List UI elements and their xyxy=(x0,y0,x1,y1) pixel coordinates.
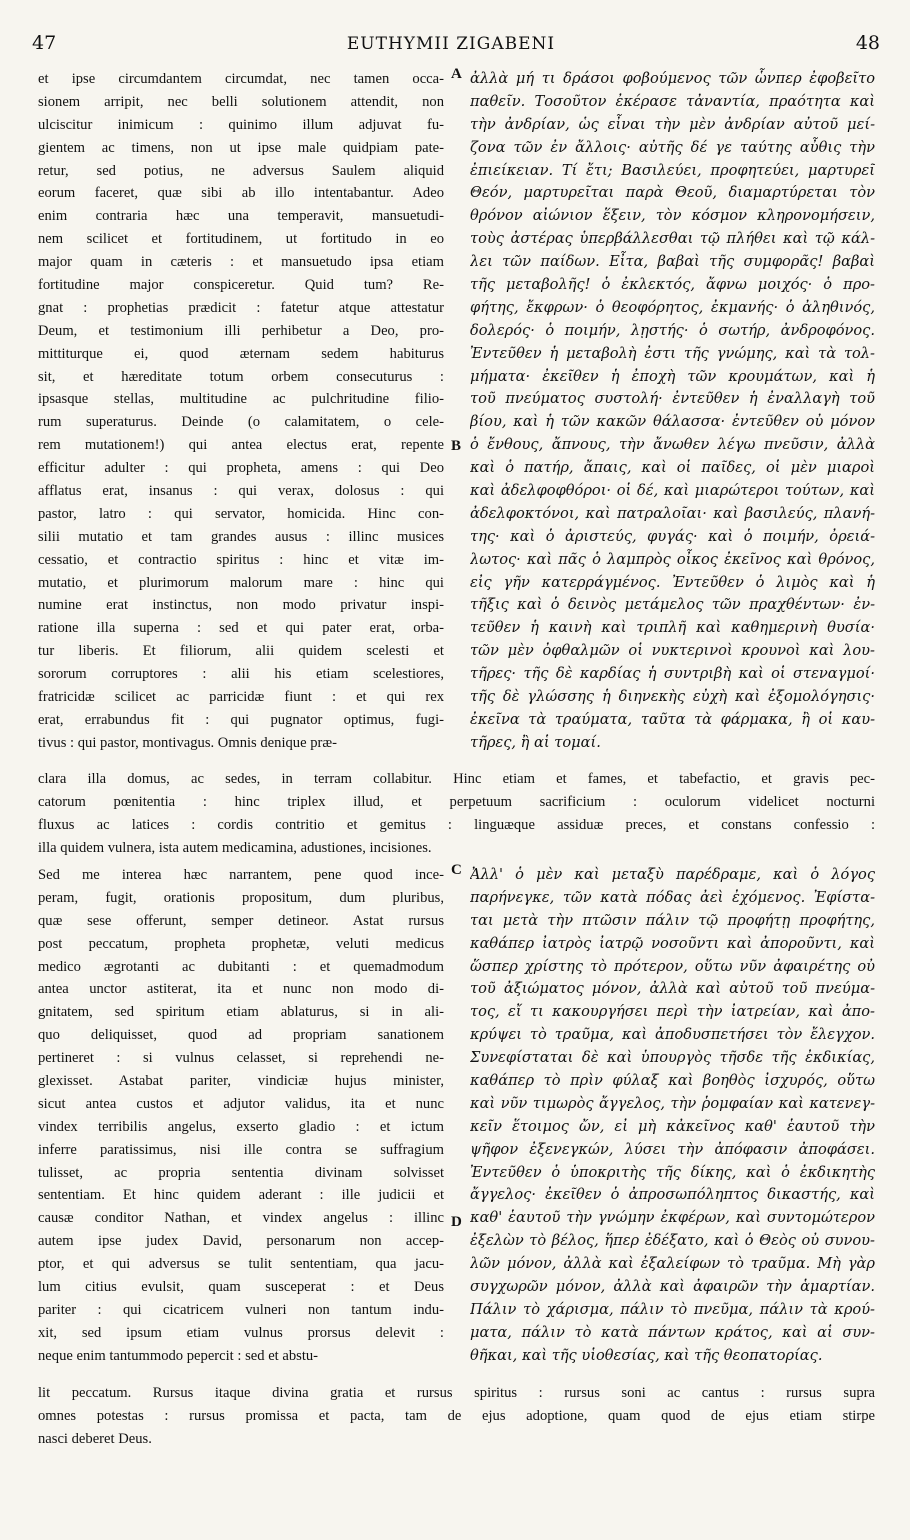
latin-lower-line: gnitatem, sed spiritum etiam ablaturus, si in ali- xyxy=(38,1004,444,1021)
greek-upper-line: ἐπιείκειαν. Τί ἔτι; Βασιλεύει, προφητεύει, μαρτυρεῖ xyxy=(470,161,875,179)
latin-upper-line: ratione illa superna : sed et qui pater erat, orba- xyxy=(38,620,444,637)
latin-upper-line: fortitudine major conspiceretur. Quid tum? Re- xyxy=(38,277,444,294)
latin-lower-line: medico ægrotanti ac dubitanti : et quemadmodum xyxy=(38,958,444,975)
latin-upper-line: tivus : qui pastor, montivagus. Omnis denique præ- xyxy=(38,734,337,751)
greek-upper-line: εἰς γῆν κατερράγμένος. Ἐντεῦθεν ὁ λιμὸς καὶ ἡ xyxy=(470,573,875,591)
greek-lower-line: κεῖν ἕτοιμος ὤν, εἰ μὴ κἀκεῖνος καθ' ἑαυτοῦ τὴν xyxy=(470,1117,875,1135)
latin-lower-line: quæ sese offerunt, semper detineor. Astat rursus xyxy=(38,912,444,929)
greek-upper-line: μήματα· ἐκεῖθεν ἡ ἐποχὴ τῶν κρουμάτων, καὶ ἡ xyxy=(470,367,875,385)
latin-upper-line: fratricidæ scilicet ac parricidæ fiunt : et qui rex xyxy=(38,689,444,706)
latin-lower-line: sententiam. Et hinc quidem aderant : ille judicii et xyxy=(38,1187,444,1204)
greek-column-lower xyxy=(470,864,875,1368)
greek-lower-line: καὶ νῦν τιμωρὸς ἄγγελος, τὴν ῥομφαίαν καὶ κατενεγ- xyxy=(470,1094,875,1112)
greek-upper-line: Ἐντεῦθεν ἡ μεταβολὴ ἐστι τῆς γνώμης, καὶ τὰ τολ- xyxy=(470,344,875,362)
latin-upper-line: tur liberis. Et filiorum, alii quidem scelesti et xyxy=(38,643,444,660)
greek-lower-line: καθάπερ τὸ πρὶν φύλαξ καὶ βοηθὸς ἰσχυρός, οὕτω xyxy=(470,1072,875,1090)
greek-upper-line: βίου, καὶ ἡ τῶν κακῶν θάλασσα· ἐντεῦθεν οὐ μόνον xyxy=(470,413,875,431)
latin-column-upper xyxy=(38,68,444,755)
latin-upper-line: sionem arripit, nec belli solutionem attendit, non xyxy=(38,93,444,110)
latin-lower-line: xit, sed ipsum etiam vulnus prorsus delevit : xyxy=(38,1324,444,1341)
latin-upper-line: mittiturque ei, quod æternam sedem habiturus xyxy=(38,345,444,362)
latin-column-lower xyxy=(38,864,444,1368)
latin-upper-line: mutatio, et plurimorum malorum mare : hinc qui xyxy=(38,574,444,591)
latin-full-1-line: fluxus ac latices : cordis contritio et gemitus : linguæque assiduæ preces, et constans confessio : xyxy=(38,816,875,833)
latin-lower-line: tulisset, ac propria sententia divinam solvisset xyxy=(38,1164,444,1181)
latin-upper-line: efficitur adulter : qui propheta, amens : qui Deo xyxy=(38,460,444,477)
greek-lower-line: ται μετὰ τὴν πτῶσιν πάλιν τῷ προφήτῃ προφήτης, xyxy=(470,911,875,929)
greek-lower-line: ψῆφον ἐξενεγκών, λύσει τὴν ἀπόφασιν ἀποφάσει. xyxy=(470,1140,875,1158)
greek-column-upper xyxy=(470,68,875,755)
latin-lower-line: autem ipse judex David, personarum non accep- xyxy=(38,1233,444,1250)
greek-lower-line: συγχωρῶν μόνον, ἀλλὰ καὶ ἀφαιρῶν τὴν ἁμαρτίαν. xyxy=(470,1278,875,1296)
latin-upper-line: gnat : prophetias prædicit : fatetur atque attestatur xyxy=(38,299,444,316)
greek-upper-line: τοὺς ἀστέρας ὑπερβάλλεσθαι τῷ πλήθει καὶ τῷ κάλ- xyxy=(470,230,875,248)
greek-lower-line: ματα, πάλιν τὸ κατὰ πάντων κράτος, καὶ αἱ συν- xyxy=(470,1323,875,1341)
greek-upper-line: τῆρες· τῆς δὲ καρδίας ἡ συντριβὴ καὶ οἱ στεναγμοί· xyxy=(470,665,875,683)
latin-upper-line: rum superaturus. Deinde (o calamitatem, o cele- xyxy=(38,414,444,431)
greek-upper-line: ζονα τῶν ἐν ἄλλοις· αὐτῆς δέ γε ταύτης αὖθις τὴν xyxy=(470,138,875,156)
greek-upper-line: ἀδελφοκτόνοι, καὶ πατραλοῖαι· καὶ βασιλεύς, πλανή- xyxy=(470,504,875,522)
latin-upper-line: Deum, et testimonium illi perhibetur a Deo, pro- xyxy=(38,322,444,339)
latin-lower-line: ptor, et qui adversus se tulit sententiam, qua jacu- xyxy=(38,1256,444,1273)
latin-full-1-line: clara illa domus, ac sedes, in terram collabitur. Hinc etiam et fames, et tabefactio, et gravis pec- xyxy=(38,771,875,787)
greek-upper-line: Θεόν, μαρτυρεῖται παρὰ Θεοῦ, διαμαρτύρεται τὸν xyxy=(470,184,875,202)
latin-full-1-line: catorum pœnitentia : hinc triplex illud, et perpetuum sacrificium : oculorum videlicet nocturni xyxy=(38,793,875,810)
latin-full-2-line: omnes potestas : rursus promissa et pacta, tam de ejus adoptione, quam quod de ejus etiam stirpe xyxy=(38,1407,875,1424)
greek-lower-line: ὥσπερ χρίστης τὸ πρότερον, οὕτω νῦν ἀφαιρέτης οὐ xyxy=(470,957,875,975)
section-marker-b: B xyxy=(451,438,462,454)
greek-lower-line: κρύψει τὸ τραῦμα, καὶ ἀποδυσπετήσει τὸν ἔλεγχον. xyxy=(470,1026,875,1044)
latin-upper-line: numine erat instinctus, non modo privatur inspi- xyxy=(38,597,444,614)
right-page-number: 48 xyxy=(855,32,880,54)
latin-upper-line: sororum corruptores : alii his etiam scelestiores, xyxy=(38,666,444,683)
latin-upper-line: pastor, latro : qui servator, homicida. Hinc con- xyxy=(38,505,444,522)
greek-upper-line: καὶ ἀδελφοφθόροι· οἱ δέ, καὶ μιαρώτεροι τούτων, καὶ xyxy=(470,482,875,500)
greek-upper-line: τῆς μεταβολῆς! ὁ ἐκλεκτός, ἄφνω μοιχός· ὁ προ- xyxy=(470,276,875,294)
greek-lower-line: θῆκαι, καὶ τῆς υἱοθεσίας, καὶ τῆς θεοπατορίας. xyxy=(470,1346,823,1364)
latin-full-2-line: lit peccatum. Rursus itaque divina gratia et rursus spiritus : rursus soni ac cantus : rursus supra xyxy=(38,1385,875,1401)
greek-upper-line: τεῦθεν ἡ καινὴ καὶ τριπλῆ καὶ καθημερινὴ θυσία· xyxy=(470,619,875,637)
latin-upper-line: ulciscitur inimicum : quinimo illum adjuvat fu- xyxy=(38,116,444,133)
latin-full-width-paragraph-1 xyxy=(38,768,875,860)
latin-full-1-line: illa quidem vulnera, ista autem medicamina, adustiones, incisiones. xyxy=(38,839,432,856)
latin-lower-line: neque enim tantummodo pepercit : sed et abstu- xyxy=(38,1347,319,1364)
greek-upper-line: τὴν ἀνδρίαν, ὡς εἶναι τὴν μὲν ἀνδρίαν αὐτοῦ μεί- xyxy=(470,115,875,133)
section-marker-d: D xyxy=(451,1214,462,1230)
latin-lower-line: Sed me interea hæc narrantem, pene quod ince- xyxy=(38,867,444,883)
running-head xyxy=(22,28,880,58)
greek-upper-line: ἐκεῖνα τὰ τραύματα, ταῦτα τὰ φάρμακα, ἢ οἱ καυ- xyxy=(470,710,875,728)
latin-lower-line: glexisset. Astabat pariter, vindiciæ hujus minister, xyxy=(38,1073,444,1090)
latin-lower-line: vindex terribilis angelus, exserto gladio : et ictum xyxy=(38,1118,444,1135)
latin-upper-line: silii mutatio et tam grandes ausus : illinc musices xyxy=(38,528,444,545)
greek-upper-line: τῆς δὲ γλώσσης ἡ διηνεκὴς εὐχὴ καὶ ἐξομολόγησις· xyxy=(470,688,875,706)
latin-upper-line: enim contraria hæc una temperavit, mansuetudi- xyxy=(38,208,444,225)
latin-upper-line: ipsasque stellas, multitudine ac pulchritudine filio- xyxy=(38,391,444,408)
latin-upper-line: sit, et hæreditate totum orbem consecuturus : xyxy=(38,368,444,385)
greek-upper-line: ὁ ἔνθους, ἄπνους, τὴν ἄνωθεν λέγω πνεῦσιν, ἀλλὰ xyxy=(470,436,875,454)
greek-lower-line: ἄγγελος· ἐκεῖθεν ὁ ἀπροσωπόληπτος δικαστής, καὶ xyxy=(470,1186,875,1204)
greek-upper-line: της· καὶ ὁ ἀριστεύς, φυγάς· καὶ ὁ ποιμήν, ὀρειά- xyxy=(470,527,875,545)
left-page-number: 47 xyxy=(32,32,57,54)
latin-upper-line: nem scilicet et fortitudinem, ut fortitudo in eo xyxy=(38,231,444,248)
greek-upper-line: τοῦ πνεύματος συστολή· ἐντεῦθεν ἡ ἐναλλαγὴ τοῦ xyxy=(470,390,875,408)
greek-upper-line: λωτος· καὶ πᾶς ὁ λαμπρὸς οἶκος ἐκεῖνος καὶ θρόνος, xyxy=(470,550,875,568)
greek-lower-line: καθάπερ ἰατρὸς ἰατρῷ νοσοῦντι καὶ ἀποροῦντι, καὶ xyxy=(470,934,875,952)
section-marker-a: A xyxy=(451,66,462,82)
greek-lower-line: τοῦ ἀξιώματος μόνον, ἀλλὰ καὶ αὐτοῦ τοῦ πνεύμα- xyxy=(470,980,875,998)
greek-upper-line: λει τῶν παίδων. Εἶτα, βαβαὶ τῆς συμφορᾶς! βαβαὶ xyxy=(470,253,875,271)
latin-lower-line: lum citius evulsit, quam susceperat : et Deus xyxy=(38,1279,444,1296)
greek-lower-line: παρήνεγκε, τῶν κατὰ πόδας ἀεὶ ἐχόμενος. Ἐφίστα- xyxy=(470,888,875,906)
latin-upper-line: rem mutationem!) qui antea electus erat, repente xyxy=(38,437,444,454)
page-title: EUTHYMII ZIGABENI xyxy=(346,34,556,54)
latin-upper-line: major quam in cæteris : et mansuetudo ipsa etiam xyxy=(38,254,444,271)
greek-lower-line: καθ' ἑαυτοῦ τὴν γνώμην ἐκφέρων, καὶ συντομώτερον xyxy=(470,1209,875,1227)
latin-lower-line: inferre paratissimus, nisi ille contra se suffragium xyxy=(38,1141,444,1158)
greek-upper-line: ἀλλὰ μή τι δράσοι φοβούμενος τῶν ὧνπερ ἐφοβεῖτο xyxy=(470,70,875,87)
latin-upper-line: eorum faceret, quæ sibi ab illo intentabantur. Adeo xyxy=(38,185,444,202)
greek-lower-line: λῶν μόνον, ἀλλὰ καὶ ἐξαλείφων τὸ τραῦμα. Μὴ γὰρ xyxy=(470,1255,875,1273)
latin-full-width-paragraph-2 xyxy=(38,1382,875,1451)
latin-lower-line: peram, fugit, orationis propositum, dum pluribus, xyxy=(38,889,444,906)
latin-lower-line: sicut antea custos et adjutor validus, ita et nunc xyxy=(38,1095,444,1112)
latin-lower-line: pertineret : si vulnus celasset, si reprehendi ne- xyxy=(38,1050,444,1067)
greek-upper-line: παθεῖν. Τοσοῦτον ἐκέρασε τἀναντία, πραότητα καὶ xyxy=(470,92,875,110)
greek-upper-line: τῆρες, ἢ αἱ τομαί. xyxy=(470,733,601,751)
latin-lower-line: pariter : qui cicatricem vulneri non tantum indu- xyxy=(38,1301,444,1318)
greek-upper-line: δολερός· ὁ ποιμήν, λῃστής· ὁ σωτήρ, ἀνδροφόνος. xyxy=(470,321,875,339)
latin-upper-line: erat, errabundus fit : qui pugnator optimus, fugi- xyxy=(38,711,444,728)
greek-lower-line: ἐξελὼν τὸ βέλος, ἥπερ ἐδέξατο, καὶ ὁ Θεὸς οὐ συνου- xyxy=(470,1232,875,1250)
greek-lower-line: Συνεφίσταται δὲ καὶ ὑπουργὸς τῆσδε τῆς ἐκδικίας, xyxy=(470,1049,875,1067)
latin-lower-line: quo deliquisset, quod ad propriam sanationem xyxy=(38,1027,444,1044)
greek-upper-line: τῶν μὲν ὀφθαλμῶν οἱ νυκτερινοὶ κρουνοὶ καὶ λου- xyxy=(470,642,875,660)
greek-lower-line: τος, εἴ τι κακουργήσει περὶ τὴν ἰατρείαν, καὶ ἀπο- xyxy=(470,1003,875,1021)
greek-upper-line: καὶ ὁ πατήρ, ἄπαις, καὶ οἱ παῖδες, οἱ μὲν μιαροὶ xyxy=(470,459,875,477)
latin-upper-line: gientem ac timens, non ut ipse male quidpiam pate- xyxy=(38,139,444,156)
latin-upper-line: et ipse circumdantem circumdat, nec tamen occa- xyxy=(38,71,444,87)
greek-upper-line: τῆξις καὶ ὁ δεινὸς μετάμελος τῶν πραχθέντων· ἐν- xyxy=(470,596,875,614)
latin-lower-line: causæ conditor Nathan, et vindex angelus : illinc xyxy=(38,1210,444,1227)
latin-upper-line: retur, sed potius, ne adversus Saulem aliquid xyxy=(38,162,444,179)
greek-lower-line: Ἐντεῦθεν ὁ ὑποκριτὴς τῆς δίκης, καὶ ὁ ἐκδικητὴς xyxy=(470,1163,875,1181)
greek-upper-line: φήτης, ἔκφρων· ὁ θεοφόρητος, ἐκμανής· ὁ ἀληθινός, xyxy=(470,298,875,316)
latin-upper-line: afflatus erat, insanus : qui verax, dolosus : qui xyxy=(38,483,444,500)
section-marker-c: C xyxy=(451,862,462,878)
latin-full-2-line: nasci deberet Deus. xyxy=(38,1430,152,1447)
greek-lower-line: Πάλιν τὸ χάρισμα, πάλιν τὸ πνεῦμα, πάλιν τὰ κρού- xyxy=(470,1300,875,1318)
latin-lower-line: post peccatum, propheta prophetæ, veluti medicus xyxy=(38,935,444,952)
latin-upper-line: cessatio, et contractio spiritus : hinc et vitæ im- xyxy=(38,551,444,568)
greek-lower-line: Ἀλλ' ὁ μὲν καὶ μεταξὺ παρέδραμε, καὶ ὁ λόγος xyxy=(470,866,875,883)
latin-lower-line: antea unctor astiterat, ita et nunc non modo di- xyxy=(38,981,444,998)
greek-upper-line: θρόνον αἰώνιον ἕξειν, τὸν κόσμον κληρονομήσειν, xyxy=(470,207,875,225)
